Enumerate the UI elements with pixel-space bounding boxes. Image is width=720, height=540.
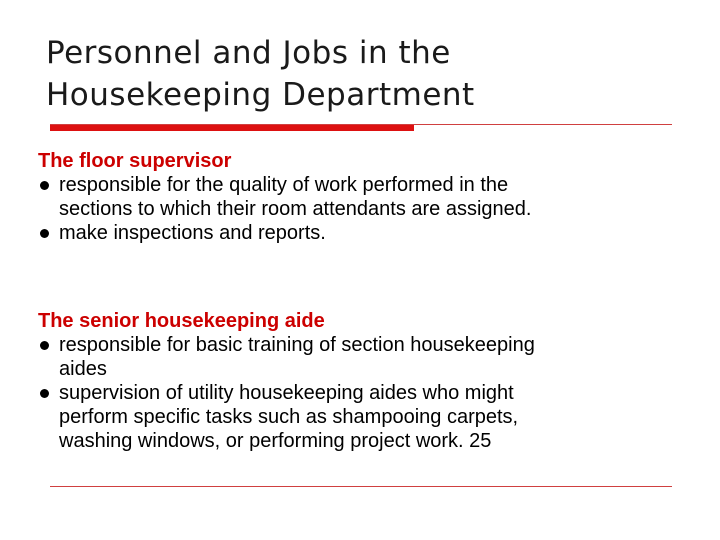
title-underline-accent <box>50 125 414 131</box>
bullet-item <box>38 381 688 453</box>
footer-rule <box>50 486 672 487</box>
section-senior-housekeeping-aide <box>38 309 688 453</box>
title-line-2: Housekeeping Department <box>46 77 475 113</box>
bullet-dot-icon <box>40 181 49 190</box>
section-floor-supervisor <box>38 149 688 245</box>
title-line-1: Personnel and Jobs in the <box>46 35 451 71</box>
bullet-dot-icon <box>40 229 49 238</box>
bullet-text-line: aides <box>59 358 107 380</box>
bullet-item <box>38 173 688 221</box>
bullet-list <box>38 173 688 245</box>
section-heading: The senior housekeeping aide <box>38 310 325 332</box>
bullet-text-line: sections to which their room attendants are assigned. <box>59 198 532 220</box>
bullet-item <box>38 333 688 381</box>
bullet-text-line: make inspections and reports. <box>59 222 326 244</box>
bullet-item <box>38 221 688 245</box>
bullet-list <box>38 333 688 453</box>
bullet-text-line: responsible for the quality of work performed in the <box>59 174 509 196</box>
bullet-text-line: supervision of utility housekeeping aides who might <box>59 382 514 404</box>
slide-title <box>46 32 686 116</box>
section-heading: The floor supervisor <box>38 150 232 172</box>
bullet-text-line: perform specific tasks such as shampooing carpets, <box>59 406 519 428</box>
bullet-text-line: washing windows, or performing project work. 25 <box>59 430 492 452</box>
bullet-dot-icon <box>40 341 49 350</box>
bullet-dot-icon <box>40 389 49 398</box>
bullet-text-line: responsible for basic training of section housekeeping <box>59 334 535 356</box>
